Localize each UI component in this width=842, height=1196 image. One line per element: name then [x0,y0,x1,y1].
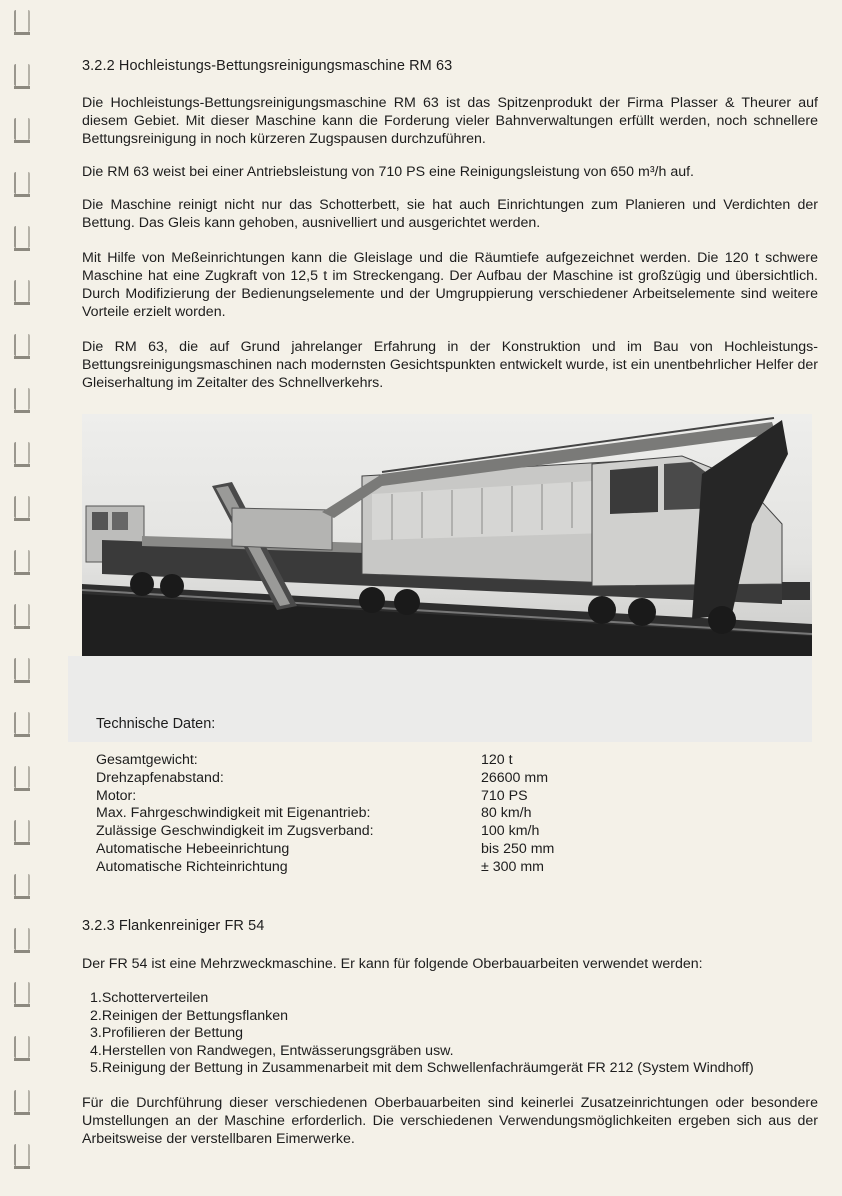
spec-label: Gesamtgewicht: [96,752,198,768]
spec-label: Motor: [96,787,137,804]
spec-label: Zulässige Geschwindigkeit im Zugsverband: [96,823,374,840]
paragraph-rm63-intro: Die Hochleistungs-Bettungsreinigungsmaschine RM 63 ist das Spitzenprodukt der Firma Plasser & Theurer auf diesem Gebiet. Mit dieser Maschine kann die Forderung vieler Bahnverwaltungen erfüllt werden, noch schnellere Bettungsreinigung in noch kürzeren Zugspausen durchzuführen. [82,95,818,147]
spec-label: Automatische Hebeeinrichtung [96,840,290,857]
list-item: 3.Profilieren der Bettung [90,1025,244,1042]
spec-label: Max. Fahrgeschwindigkeit mit Eigenantrieb: [96,805,371,822]
spec-label: Drehzapfenabstand: [96,769,224,786]
spec-value: 710 PS [481,787,528,804]
machine-photo [82,414,812,656]
spec-value: 26600 mm [481,769,549,786]
rm63-machine-illustration [82,414,812,656]
paragraph-fr54-closing: Für die Durchführung dieser verschiedenen Oberbauarbeiten sind keinerlei Zusatzeinrichtungen oder besondere Umstellungen an der Maschine erforderlich. Die verschiedenen Verwendungsmöglichkeiten ergeben sich aus der Arbeitsweise der verstellbaren Eimerwerke. [82,1095,818,1147]
spec-row [96,788,696,806]
spec-value: ± 300 mm [481,858,544,875]
paragraph-rm63-measuring: Mit Hilfe von Meßeinrichtungen kann die Gleislage und die Räumtiefe aufgezeichnet werden. Die 120 t schwere Maschine hat eine Zugkraft von 12,5 t im Streckengang. Der Aufbau der Maschine ist großzügig und übersichtlich. Durch Modifizierung der Bedienungselemente und der Umgruppierung verschiedener Arbeitselemente sind weitere Vorteile erzielt worden. [82,250,818,320]
spec-row [96,752,696,770]
spec-title: Technische Daten: [96,716,216,732]
spec-row [96,859,696,877]
paragraph-fr54-intro: Der FR 54 ist eine Mehrzweckmaschine. Er kann für folgende Oberbauarbeiten verwendet werden: [82,956,703,972]
paragraph-rm63-summary: Die RM 63, die auf Grund jahrelanger Erfahrung in der Konstruktion und im Bau von Hochleistungs-Bettungsreinigungsmaschinen nach modernsten Gesichtspunkten entwickelt wurde, ist ein unentbehrlicher Helfer der Gleiserhaltung im Zeitalter des Schnellverkehrs. [82,339,818,391]
section-heading-rm63: 3.2.2 Hochleistungs-Bettungsreinigungsmaschine RM 63 [82,58,453,74]
spec-label: Automatische Richteinrichtung [96,858,288,875]
list-item: 1.Schotterverteilen [90,990,209,1006]
spec-row [96,823,696,841]
spec-row [96,841,696,859]
spec-value: 120 t [481,752,513,768]
spec-value: 100 km/h [481,823,540,840]
section-heading-fr54: 3.2.3 Flankenreiniger FR 54 [82,918,265,934]
spec-row [96,770,696,788]
fr54-task-list [90,990,754,1078]
list-item: 2.Reinigen der Bettungsflanken [90,1007,288,1024]
spec-value: 80 km/h [481,805,532,822]
paragraph-rm63-functions: Die Maschine reinigt nicht nur das Schotterbett, sie hat auch Einrichtungen zum Planieren und Verdichten der Bettung. Das Gleis kann gehoben, ausnivelliert und ausgerichtet werden. [82,197,818,231]
spec-table [96,752,696,877]
list-item: 5.Reinigung der Bettung in Zusammenarbeit mit dem Schwellenfachräumgerät FR 212 (System Windhoff) [90,1060,754,1077]
list-item: 4.Herstellen von Randwegen, Entwässerungsgräben usw. [90,1042,454,1059]
spec-row [96,805,696,823]
paragraph-rm63-power: Die RM 63 weist bei einer Antriebsleistung von 710 PS eine Reinigungsleistung von 650 m³/h auf. [82,164,694,180]
spec-value: bis 250 mm [481,840,555,857]
binder-rings [0,0,40,1196]
